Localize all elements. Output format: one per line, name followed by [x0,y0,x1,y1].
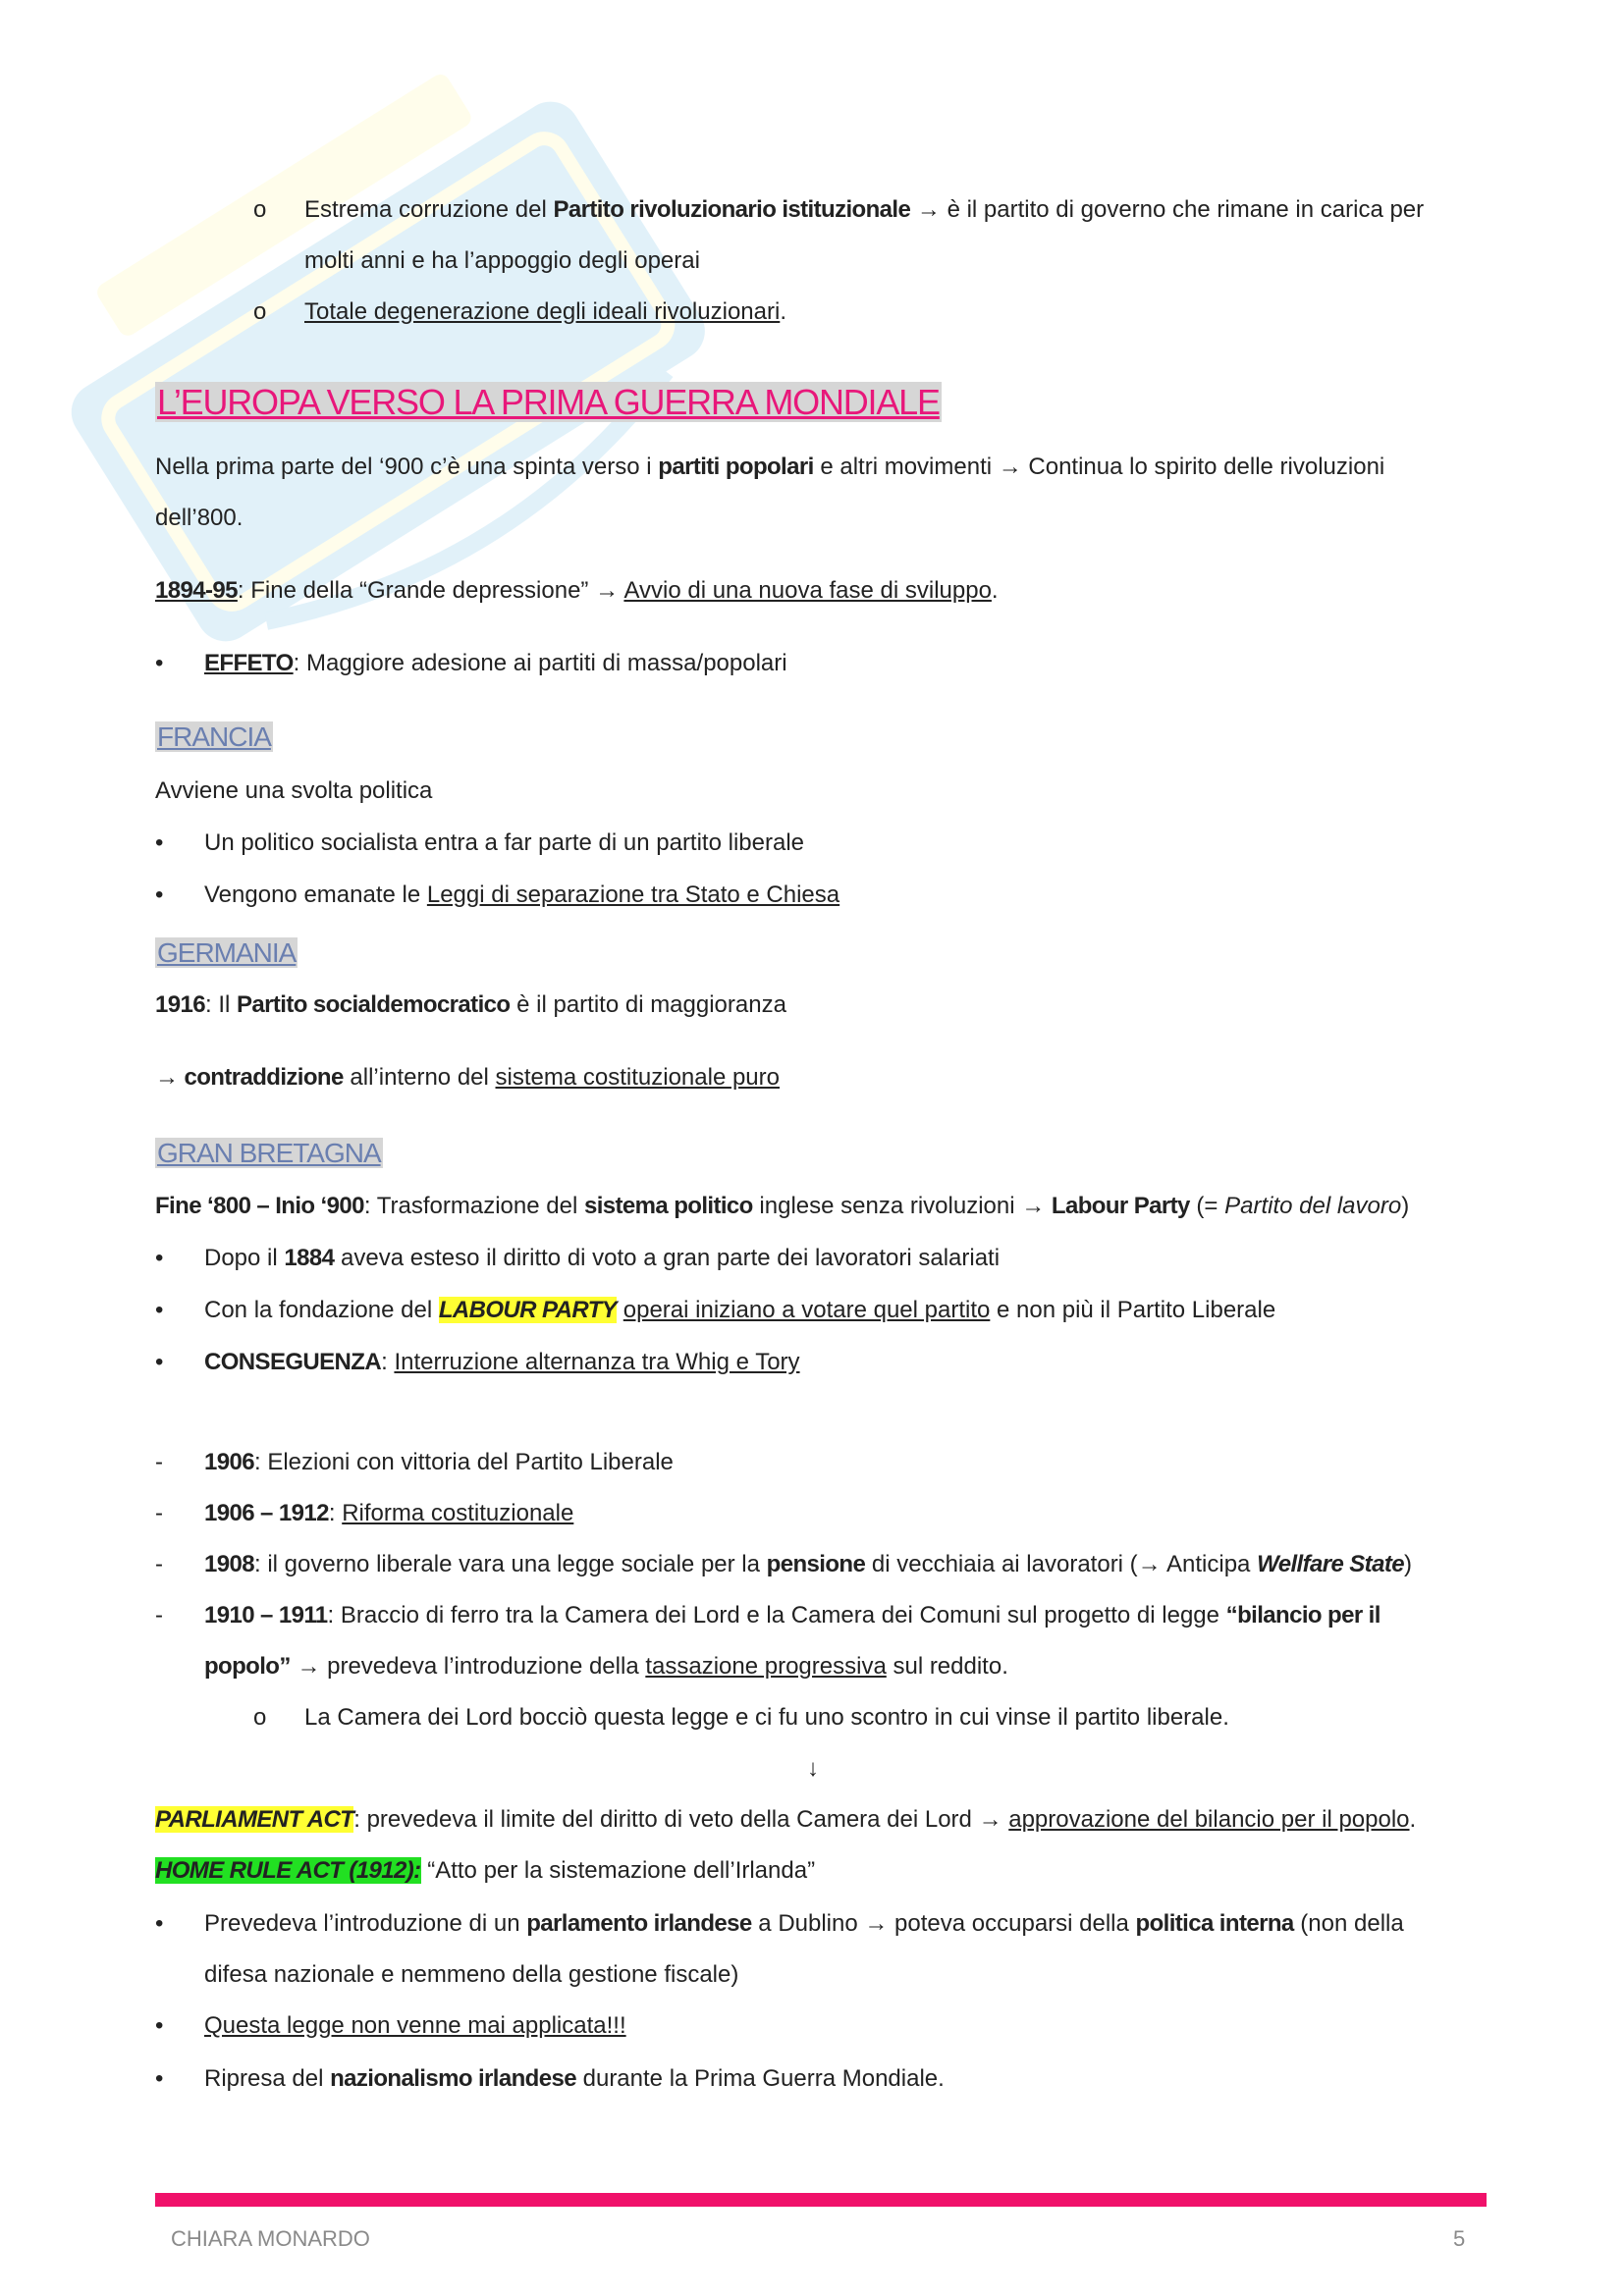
dot-bullet: • [155,2065,164,2092]
francia-heading [155,721,273,754]
text: : Elezioni con vittoria del Partito Liberale [254,1449,674,1475]
bretagna-item-3 [204,1349,800,1377]
text: : Il [205,991,238,1018]
text: aveva esteso il diritto di voto a gran parte dei lavoratori salariati [334,1245,1001,1271]
text: “bilancio per il [1225,1602,1380,1629]
text: sistema costituzionale puro [495,1064,780,1091]
text: : [328,1500,343,1526]
text: e altri movimenti → Continua lo spirito delle rivoluzioni [813,454,1385,480]
text: Prevedeva l’introduzione di un [204,1910,527,1937]
bretagna-intro [155,1193,1409,1221]
francia-intro: Avviene una svolta politica [155,777,433,804]
circle-bullet: o [253,1704,267,1731]
year: 1884 [284,1245,335,1271]
dash-bullet: - [155,1449,163,1475]
text: di vecchiaia ai lavoratori (→ Anticipa [865,1551,1258,1577]
dot-bullet: • [155,1245,164,1271]
watermark-logo [29,59,736,667]
timeline-1910-1911 [204,1602,1380,1630]
text: Interruzione alternanza tra Whig e Tory [394,1349,800,1375]
footer-rule [155,2193,1487,2207]
dash-bullet: - [155,1551,163,1577]
text: è il partito di maggioranza [510,991,786,1018]
text: “Atto per la sistemazione dell’Irlanda” [420,1857,816,1884]
bretagna-heading [155,1137,383,1170]
home-rule-item-3 [204,2065,945,2094]
dot-bullet: • [155,1349,164,1375]
francia-item-1: Un politico socialista entra a far parte di un partito liberale [204,829,804,856]
year: 1906 [204,1449,254,1475]
text: Avvio di una nuova fase di sviluppo [623,577,992,604]
text: Questa legge non venne mai applicata!!! [204,2012,626,2039]
germania-line-2 [155,1064,780,1093]
parliament-act-line [155,1806,1416,1835]
text: Labour Party [1051,1193,1190,1219]
text: EFFETO [204,650,294,676]
germania-line-1 [155,991,786,1020]
year: 1894-95 [155,577,238,604]
dot-bullet: • [155,829,164,856]
text: : [381,1349,395,1375]
top-item-1-cont: molti anni e ha l’appoggio degli operai [304,247,700,274]
timeline-1906 [204,1449,674,1477]
timeline-sub-item: La Camera dei Lord bocciò questa legge e ci fu uno scontro in cui vinse il partito liberale. [304,1704,1229,1731]
dot-bullet: • [155,650,164,676]
text: tassazione progressiva [645,1653,887,1680]
text: → è il partito di governo che rimane in carica per [910,196,1425,223]
heading-text: GERMANIA [157,937,297,968]
text: politica interna [1135,1910,1294,1937]
text: all’interno del [343,1064,496,1091]
down-arrow: ↓ [807,1755,819,1782]
effect-item [204,650,787,678]
intro-paragraph [155,454,1384,482]
home-rule-item-2 [204,2012,626,2041]
home-rule-highlight: HOME RULE ACT (1912): [155,1857,421,1884]
text [617,1297,623,1323]
text: parlamento irlandese [526,1910,752,1937]
text: popolo” [204,1653,291,1680]
text: partiti popolari [658,454,814,480]
heading-text: L’EUROPA VERSO LA PRIMA GUERRA MONDIALE [157,382,940,422]
text: Ripresa del [204,2065,331,2092]
text: Vengono emanate le [204,881,427,908]
labour-party-highlight: LABOUR PARTY [438,1297,618,1323]
depression-line [155,577,999,606]
text: CONSEGUENZA [204,1349,382,1375]
germania-heading [155,936,298,970]
dot-bullet: • [155,1297,164,1323]
top-item-2 [304,298,786,327]
text: ) [1401,1193,1410,1219]
home-rule-item-1-cont: difesa nazionale e nemmeno della gestione fiscale) [204,1961,739,1988]
text: inglese senza rivoluzioni → [752,1193,1052,1219]
footer-author: CHIARA MONARDO [171,2226,370,2251]
timeline-1908 [204,1551,1412,1579]
text: : Maggiore adesione ai partiti di massa/popolari [293,650,787,676]
dash-bullet: - [155,1602,163,1629]
text: Totale degenerazione degli ideali rivoluzionari [304,298,781,325]
text: Con la fondazione del [204,1297,439,1323]
intro-cont: dell’800. [155,505,244,531]
text: : il governo liberale vara una legge sociale per la [254,1551,767,1577]
francia-item-2 [204,881,839,910]
home-rule-item-1 [204,1910,1404,1939]
text: Wellfare State [1257,1551,1404,1577]
text: nazionalismo irlandese [330,2065,576,2092]
main-heading [155,381,942,423]
top-item-1 [304,196,1424,225]
text: sul reddito. [886,1653,1008,1680]
timeline-1906-1912 [204,1500,573,1528]
text: a Dublino → poteva occuparsi della [751,1910,1136,1937]
text: → contraddizione [155,1064,344,1091]
heading-text: GRAN BRETAGNA [157,1138,381,1168]
parliament-act-highlight: PARLIAMENT ACT [155,1806,354,1833]
text: Estrema corruzione del [304,196,554,223]
year: 1906 – 1912 [204,1500,329,1526]
text: (non della [1293,1910,1404,1937]
text: (= [1189,1193,1225,1219]
text: approvazione del bilancio per il popolo [1008,1806,1410,1833]
text: Riforma costituzionale [342,1500,574,1526]
text: Dopo il [204,1245,285,1271]
text: Fine ‘800 – Inio ‘900 [155,1193,364,1219]
text: Leggi di separazione tra Stato e Chiesa [426,881,840,908]
text: . [780,298,786,325]
text: pensione [766,1551,866,1577]
year: 1916 [155,991,205,1018]
text: → prevedeva l’introduzione della [290,1653,646,1680]
text: Partito socialdemocratico [237,991,511,1018]
dot-bullet: • [155,2012,164,2039]
text: durante la Prima Guerra Mondiale. [575,2065,945,2092]
bretagna-item-1 [204,1245,1000,1273]
text: Partito del lavoro [1224,1193,1402,1219]
dot-bullet: • [155,1910,164,1937]
bretagna-item-2 [204,1297,1275,1325]
text: operai iniziano a votare quel partito [623,1297,991,1323]
text: : Trasformazione del [363,1193,584,1219]
year: 1910 – 1911 [204,1602,328,1629]
dash-bullet: - [155,1500,163,1526]
text: : Braccio di ferro tra la Camera dei Lord e la Camera dei Comuni sul progetto di legge [327,1602,1226,1629]
circle-bullet: o [253,298,267,325]
footer-page-number: 5 [1453,2226,1466,2251]
year: 1908 [204,1551,254,1577]
home-rule-line [155,1857,815,1886]
timeline-1910-1911-cont [204,1653,1008,1682]
party-name: Partito rivoluzionario istituzionale [553,196,911,223]
text: e non più il Partito Liberale [990,1297,1276,1323]
text: ) [1403,1551,1412,1577]
text: Nella prima parte del ‘900 c’è una spinta verso i [155,454,659,480]
heading-text: FRANCIA [157,721,271,752]
text: sistema politico [583,1193,753,1219]
dot-bullet: • [155,881,164,908]
text: : Fine della “Grande depressione” → [237,577,624,604]
text: . [1409,1806,1417,1833]
text: : prevedeva il limite del diritto di veto della Camera dei Lord → [353,1806,1009,1833]
circle-bullet: o [253,196,267,223]
text: . [991,577,999,604]
